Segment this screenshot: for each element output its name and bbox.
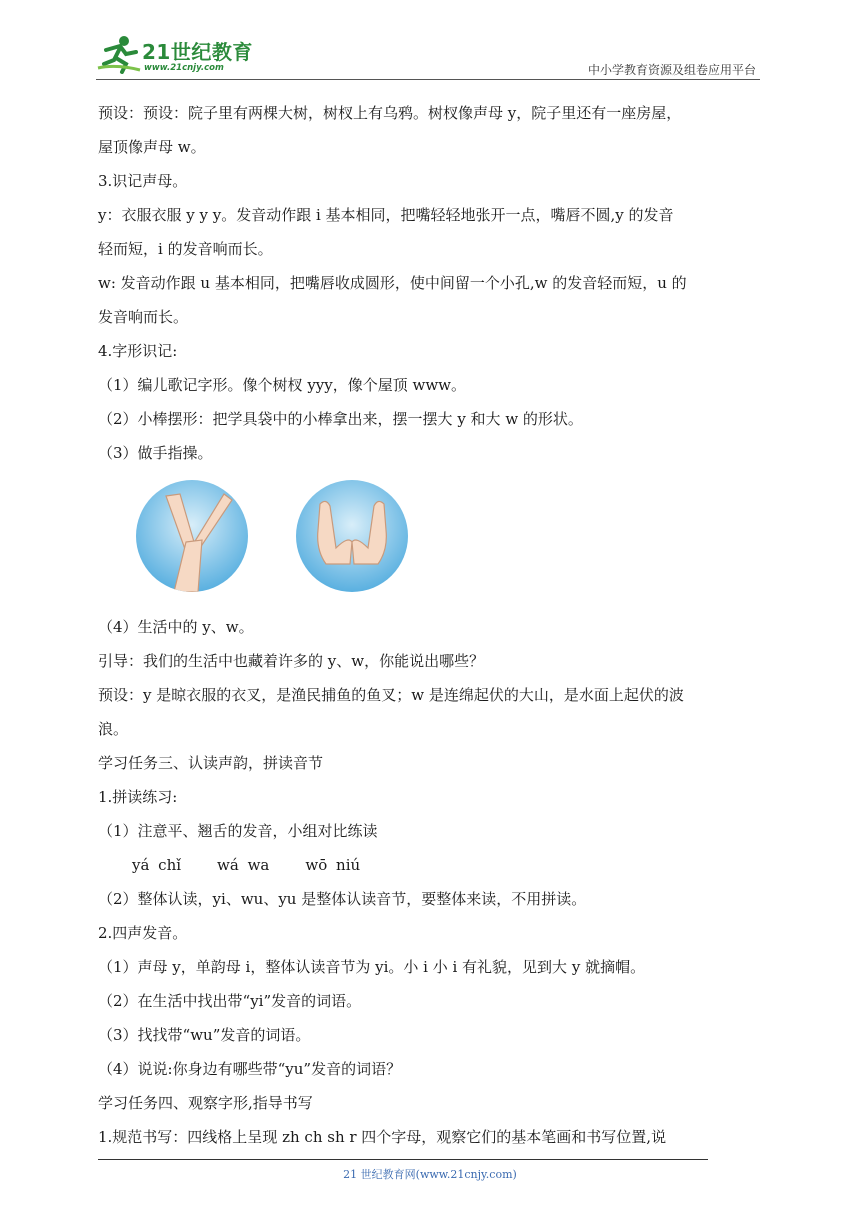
text-line: （4）生活中的 y、w。 xyxy=(98,618,254,636)
text-line: （2）整体认读，yi、wu、yu 是整体认读音节，要整体来读，不用拼读。 xyxy=(98,890,587,908)
text-line: （1）编儿歌记字形。像个树杈 yyy，像个屋顶 www。 xyxy=(98,376,467,394)
header-divider xyxy=(96,79,760,80)
text-line: （3）做手指操。 xyxy=(98,444,213,462)
text-line: 2.四声发音。 xyxy=(98,924,188,942)
text-line: 屋顶像声母 w。 xyxy=(98,138,206,156)
pinyin-word: wō niú xyxy=(305,856,361,874)
text-line: 3.识记声母。 xyxy=(98,172,188,190)
text-line: 预设：预设：院子里有两棵大树，树杈上有乌鸦。树杈像声母 y，院子里还有一座房屋， xyxy=(98,104,682,122)
pinyin-word: wá wa xyxy=(217,856,270,874)
text-line: 预设：y 是晾衣服的衣叉，是渔民捕鱼的鱼叉；w 是连绵起伏的大山，是水面上起伏的波 xyxy=(98,686,684,704)
text-line: w: 发音动作跟 u 基本相同，把嘴唇收成圆形，使中间留一个小孔,w 的发音轻而短，u 的 xyxy=(98,274,687,292)
page-header xyxy=(96,34,760,82)
y-hand-gesture-image xyxy=(136,480,248,592)
text-line: 1.拼读练习: xyxy=(98,788,178,806)
pinyin-word: yá chǐ xyxy=(132,856,182,874)
page-footer: 21 世纪教育网(www.21cnjy.com) xyxy=(343,1168,517,1181)
text-line: （2）小棒摆形：把学具袋中的小棒拿出来，摆一摆大 y 和大 w 的形状。 xyxy=(98,410,583,428)
section-heading: 学习任务三、认读声韵，拼读音节 xyxy=(98,754,324,772)
runner-logo-icon xyxy=(96,34,142,74)
text-line: 引导：我们的生活中也藏着许多的 y、w，你能说出哪些？ xyxy=(98,652,485,670)
text-line: 4.字形识记: xyxy=(98,342,178,360)
logo-text: 21世纪教育 xyxy=(142,40,253,64)
footer-divider xyxy=(98,1159,708,1160)
logo-url: www.21cnjy.com xyxy=(144,63,224,73)
document-body xyxy=(98,96,766,1154)
finger-exercise-images xyxy=(98,474,766,604)
text-line: 轻而短，i 的发音响而长。 xyxy=(98,240,273,258)
text-line: （4）说说:你身边有哪些带“yu”发音的词语？ xyxy=(98,1060,402,1078)
pinyin-row xyxy=(98,848,766,882)
text-line: 发音响而长。 xyxy=(98,308,189,326)
text-line: （1）声母 y，单韵母 i，整体认读音节为 yi。小 i 小 i 有礼貌，见到大 y 就摘帽。 xyxy=(98,958,646,976)
text-line: 1.规范书写：四线格上呈现 zh ch sh r 四个字母，观察它们的基本笔画和书写位置,说 xyxy=(98,1128,667,1146)
platform-title: 中小学教育资源及组卷应用平台 xyxy=(587,63,756,77)
logo xyxy=(96,34,266,78)
text-line: y：衣服衣服 y y y。发音动作跟 i 基本相同，把嘴轻轻地张开一点，嘴唇不圆,y 的发音 xyxy=(98,206,674,224)
text-line: 浪。 xyxy=(98,720,129,738)
text-line: （3）找找带“wu”发音的词语。 xyxy=(98,1026,311,1044)
w-hand-gesture-image xyxy=(296,480,408,592)
text-line: （1）注意平、翘舌的发音，小组对比练读 xyxy=(98,822,378,840)
text-line: （2）在生活中找出带“yi”发音的词语。 xyxy=(98,992,362,1010)
section-heading: 学习任务四、观察字形,指导书写 xyxy=(98,1094,313,1112)
